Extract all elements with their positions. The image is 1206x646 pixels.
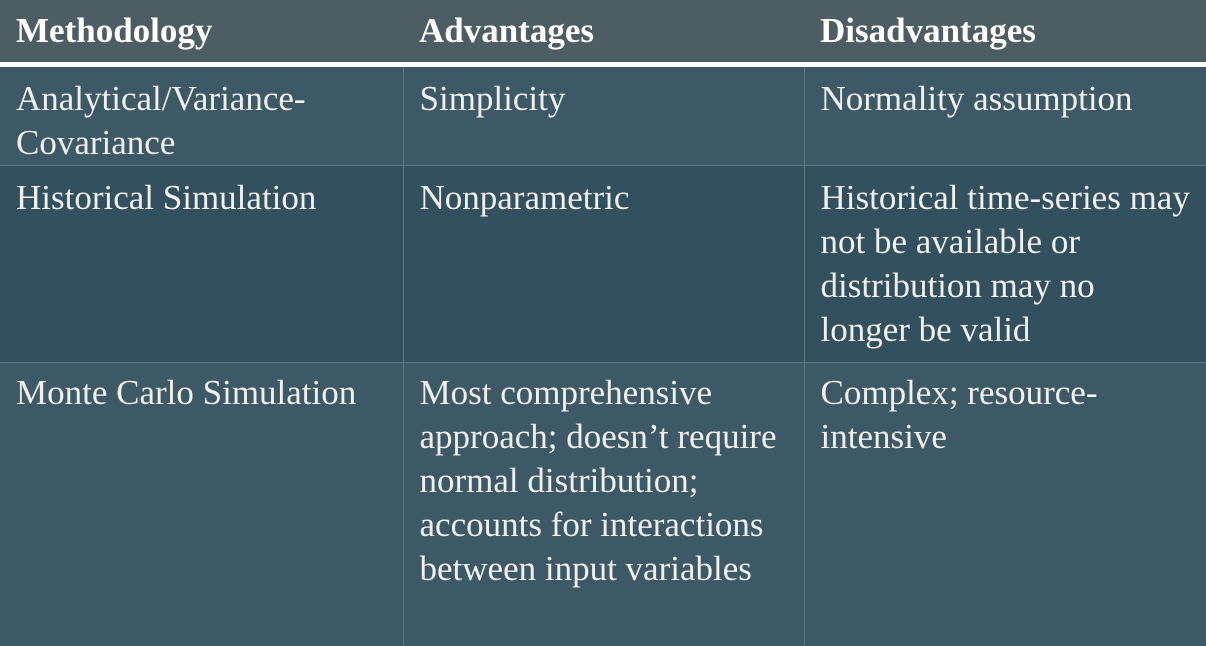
cell-advantages: Most comprehensive approach; doesn’t require normal distribution; accounts for interactions between input variables: [403, 362, 804, 646]
cell-disadvantages: Complex; resource-intensive: [804, 362, 1206, 646]
header-disadvantages: Disadvantages: [804, 0, 1206, 64]
header-advantages: Advantages: [403, 0, 804, 64]
cell-disadvantages: Historical time-series may not be available or distribution may no longer be valid: [804, 165, 1206, 362]
table-row: [0, 64, 1206, 165]
table-header-row: [0, 0, 1206, 64]
cell-methodology: Monte Carlo Simulation: [0, 362, 403, 646]
cell-disadvantages: Normality assumption: [804, 64, 1206, 165]
table-row: [0, 362, 1206, 646]
table-row: [0, 165, 1206, 362]
header-methodology: Methodology: [0, 0, 403, 64]
cell-methodology: Analytical/Variance-Covariance: [0, 64, 403, 165]
cell-advantages: Simplicity: [403, 64, 804, 165]
cell-advantages: Nonparametric: [403, 165, 804, 362]
cell-methodology: Historical Simulation: [0, 165, 403, 362]
